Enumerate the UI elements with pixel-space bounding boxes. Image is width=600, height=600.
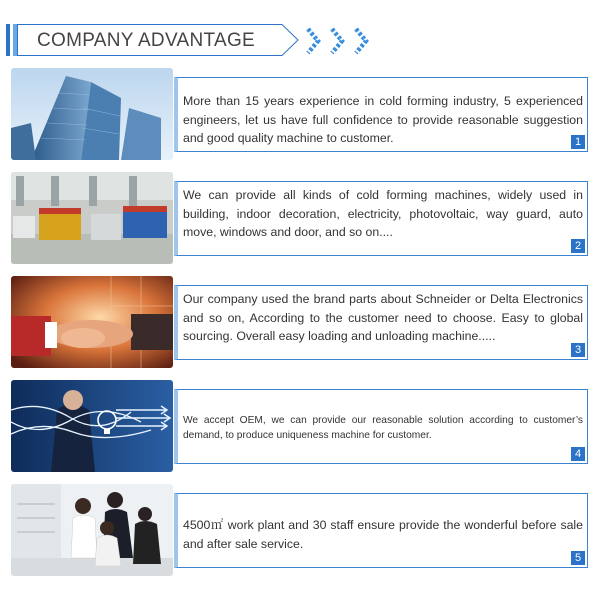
advantage-card-5	[174, 493, 588, 568]
advantage-text-3: Our company used the brand parts about Schneider or Delta Electronics and so on, According to the customer need to choose. Easy to global sourcing. Overall easy loading and unloading machine.....	[183, 292, 583, 343]
advantage-item-2	[11, 172, 593, 264]
advantage-item-4	[11, 380, 593, 472]
item-number-badge-2: 2	[571, 239, 585, 253]
page-title: COMPANY ADVANTAGE	[37, 30, 256, 51]
item-number-badge-3: 3	[571, 343, 585, 357]
item-number-badge-5: 5	[571, 551, 585, 565]
advantage-card-4	[174, 389, 588, 464]
item-number-badge-1: 1	[571, 135, 585, 149]
advantage-text-5: 4500㎡ work plant and 30 staff ensure provide the wonderful before sale and after sale service.	[183, 518, 583, 551]
advantage-item-5	[11, 484, 593, 576]
skyscraper-photo	[11, 68, 173, 160]
advantage-text-1: More than 15 years experience in cold forming industry, 5 experienced engineers, let us have full confidence to provide reasonable suggestion and good quality machine to customer.	[183, 94, 583, 145]
factory-machines-photo	[11, 172, 173, 264]
handshake-photo	[11, 276, 173, 368]
header-title-box	[17, 24, 299, 56]
advantage-card-3	[174, 285, 588, 360]
advantage-text-2: We can provide all kinds of cold forming machines, widely used in building, indoor decoration, electricity, photovoltaic, way guard, auto move, windows and door, and so on....	[183, 188, 583, 239]
item-number-badge-4: 4	[571, 447, 585, 461]
advantage-card-2	[174, 181, 588, 256]
office-team-photo	[11, 484, 173, 576]
advantage-item-1	[11, 68, 593, 160]
chevron-arrows-icon	[302, 24, 382, 58]
advantage-card-1	[174, 77, 588, 152]
advantage-item-3	[11, 276, 593, 368]
businessman-lightbulb-photo	[11, 380, 173, 472]
advantage-text-4: We accept OEM, we can provide our reasonable solution according to customer’s demand, to produce uniqueness machine for customer.	[183, 415, 583, 441]
header-accent-bars	[6, 24, 17, 56]
